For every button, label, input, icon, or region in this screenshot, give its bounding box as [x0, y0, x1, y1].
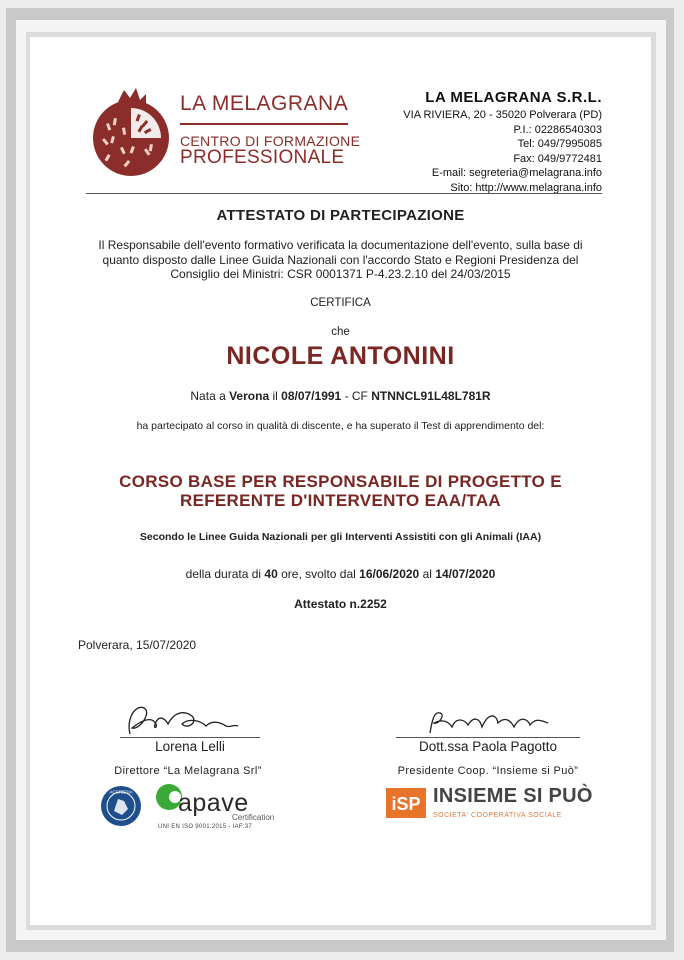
duration-info — [30, 567, 651, 581]
che-label: che — [331, 326, 350, 338]
isp-logo-icon — [384, 784, 428, 822]
company-email: E-mail: segreteria@melagrana.info — [431, 167, 602, 179]
left-signer-name: Lorena Lelli — [155, 739, 225, 754]
company-tel: Tel: 049/7995085 — [517, 138, 602, 150]
birth-date: 08/07/1991 — [281, 389, 342, 403]
place-date: Polverara, 15/07/2020 — [78, 638, 197, 652]
company-name: LA MELAGRANA S.R.L. — [425, 89, 602, 106]
attestato-number: Attestato n.2252 — [294, 597, 387, 611]
logo-title: LA MELAGRANA — [180, 92, 349, 115]
cf-label: - CF — [344, 389, 368, 403]
left-signature — [122, 698, 242, 740]
company-piva: P.I.: 02286540303 — [513, 123, 602, 136]
apave-wordmark: apave — [178, 789, 249, 817]
logo-subtitle-2: PROFESSIONALE — [180, 147, 345, 168]
logo-divider — [180, 123, 348, 125]
right-signature-line — [396, 737, 580, 738]
birth-place: Verona — [229, 389, 270, 403]
apave-certification: Certification — [232, 813, 275, 822]
header-divider — [86, 193, 602, 194]
right-signer-name: Dott.ssa Paola Pagotto — [418, 739, 558, 754]
company-address: VIA RIVIERA, 20 - 35020 Polverara (PD) — [403, 109, 602, 121]
certificate-title: ATTESTATO DI PARTECIPAZIONE — [216, 207, 465, 224]
end-date: 14/07/2020 — [435, 567, 496, 581]
isp-label: iSP — [391, 794, 421, 814]
duration-hours: 40 — [264, 567, 278, 581]
left-signer-role: Direttore “La Melagrana Srl” — [114, 765, 262, 777]
recipient-name: NICOLE ANTONINI — [226, 342, 455, 370]
course-line-1: CORSO BASE PER RESPONSABILE DI PROGETTO E — [119, 472, 562, 491]
birth-info — [30, 389, 651, 403]
company-site: Sito: http://www.melagrana.info — [450, 181, 602, 194]
certificate-intro: Il Responsabile dell'evento formativo verificata la documentazione dell'evento, sulla base di quanto disposto dalle Linee Guida Nazionali con l'accordo Stato e Regioni Presidenza del Consiglio dei Ministri: CSR 0001371 P-4.23.2.10 del 24/03/2015 — [98, 238, 583, 281]
certifica-label: CERTIFICA — [310, 297, 371, 309]
cf-value: NTNNCL91L48L781R — [371, 389, 491, 403]
born-prefix: Nata a — [190, 389, 226, 403]
course-line-2: REFERENTE D'INTERVENTO EAA/TAA — [180, 491, 501, 510]
participation-text: ha partecipato al corso in qualità di discente, e ha superato il Test di apprendimento del: — [136, 420, 545, 432]
company-fax: Fax: 049/9772481 — [513, 152, 602, 165]
start-date: 16/06/2020 — [359, 567, 420, 581]
company-info — [403, 88, 602, 195]
apave-iso-standard: UNI EN ISO 9001:2015 - IAF:37 — [158, 824, 253, 830]
duration-prefix: della durata di — [185, 567, 262, 581]
insieme-subtitle: SOCIETA' COOPERATIVA SOCIALE — [433, 812, 562, 819]
accredia-logo-icon — [100, 785, 142, 827]
right-signature — [424, 705, 554, 739]
logo-subtitle: CENTRO DI FORMAZIONE — [180, 133, 361, 149]
born-il: il — [272, 389, 278, 403]
accredia-label: ACCREDIA — [109, 789, 133, 795]
right-signer-role: Presidente Coop. “Insieme si Può” — [397, 765, 579, 777]
guidelines-text: Secondo le Linee Guida Nazionali per gli Interventi Assistiti con gli Animali (IAA) — [139, 531, 542, 543]
duration-al: al — [422, 567, 432, 581]
course-title — [30, 472, 651, 510]
insieme-wordmark: INSIEME SI PUÒ — [433, 785, 593, 807]
left-signature-line — [120, 737, 260, 738]
duration-mid: ore, svolto dal — [281, 567, 356, 581]
pomegranate-logo-icon — [88, 88, 174, 176]
